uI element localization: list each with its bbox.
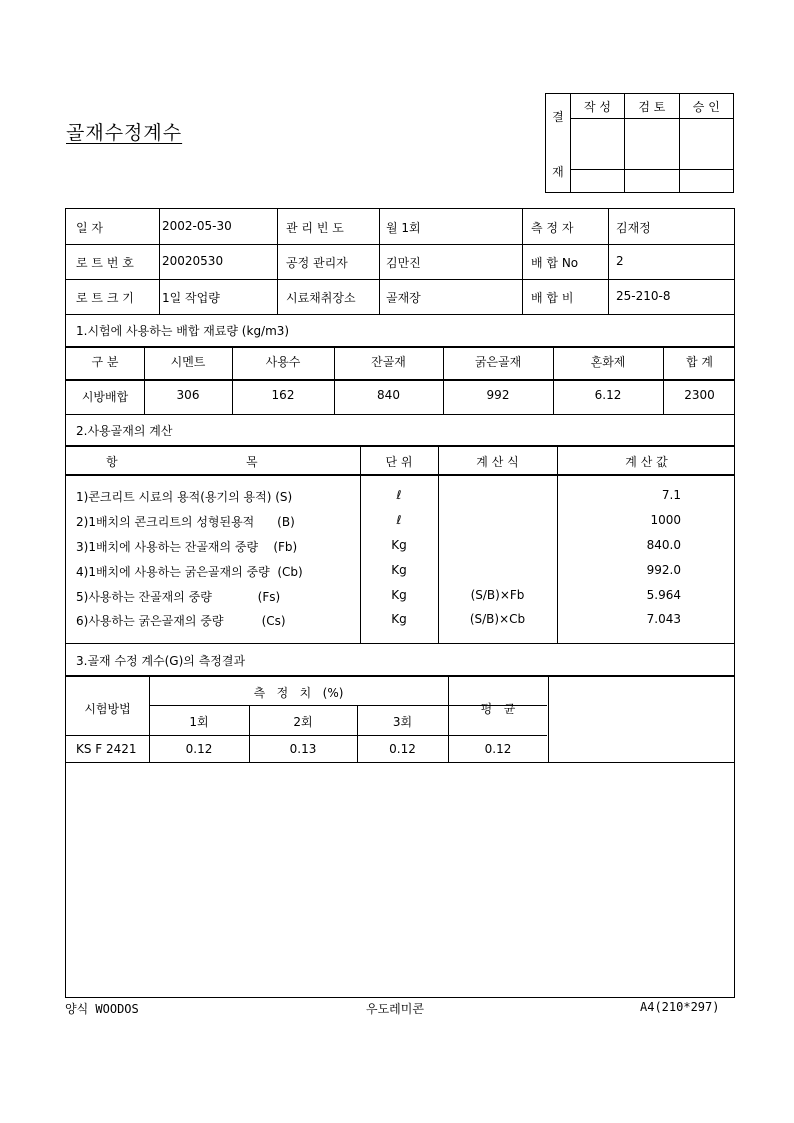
s1-header-0: 구 분 (91, 355, 119, 369)
s1-coarse-agg: 992 (486, 388, 510, 402)
approval-col-author: 작 성 (570, 94, 624, 119)
s2-row-item: 5)사용하는 잔골재의 중량 (Fs) (76, 590, 281, 604)
s2-row-item: 3)1배치에 사용하는 잔골재의 중량 (Fb) (76, 540, 298, 554)
lotsize-label: 로 트 크 기 (76, 291, 134, 305)
s3-average: 0.12 (484, 742, 512, 756)
s1-header-3: 잔골재 (371, 355, 406, 369)
s3-trial-2: 2회 (293, 715, 313, 729)
approval-sign-approve (679, 119, 733, 170)
s2-row-value: 7.043 (646, 612, 681, 626)
s3-method-label: 시험방법 (84, 702, 131, 716)
approval-sign-author (570, 119, 624, 170)
s2-row-value: 992.0 (646, 563, 681, 577)
s3-trial-1: 1회 (189, 715, 209, 729)
lotsize-value: 1일 작업량 (162, 291, 220, 305)
ratio-value: 25-210-8 (616, 289, 671, 303)
section1-title: 1.시험에 사용하는 배합 재료량 (kg/m3) (76, 324, 290, 338)
main-form (65, 208, 735, 998)
s2-row-unit: Kg (391, 563, 407, 577)
approval-side (546, 94, 571, 193)
approval-box (545, 93, 734, 193)
s2-row-unit: ℓ (396, 488, 402, 502)
approval-sign-review (625, 119, 679, 170)
s2-row-value: 840.0 (646, 538, 681, 552)
s2-row-unit: ℓ (396, 513, 402, 527)
s2-header-item1: 항 (106, 455, 118, 469)
s1-header-1: 시멘트 (170, 355, 206, 369)
footer-right: A4(210*297) (640, 1000, 720, 1014)
s2-header-unit: 단 위 (385, 455, 413, 469)
s2-row-value: 5.964 (646, 588, 681, 602)
s2-row-item: 4)1배치에 사용하는 굵은골재의 중량 (Cb) (76, 565, 303, 579)
lot-value: 20020530 (162, 254, 224, 268)
s1-total: 2300 (684, 388, 715, 402)
s3-value-2: 0.13 (289, 742, 317, 756)
s1-water: 162 (271, 388, 295, 402)
s1-header-2: 사용수 (265, 355, 301, 369)
lot-label: 로 트 번 호 (76, 256, 134, 270)
freq-label: 관 리 빈 도 (286, 221, 344, 235)
mix-no-value: 2 (616, 254, 624, 268)
s1-header-6: 합 계 (686, 355, 713, 369)
s2-row-formula: (S/B)×Cb (469, 612, 526, 626)
date-label: 일 자 (76, 221, 103, 235)
s1-row-label: 시방배합 (81, 390, 129, 404)
date-value: 2002-05-30 (162, 219, 232, 233)
s2-header-item2: 목 (246, 455, 258, 469)
s2-row-value: 7.1 (661, 488, 681, 502)
freq-value: 월 1회 (386, 221, 421, 235)
s2-row-item: 6)사용하는 굵은골재의 중량 (Cs) (76, 614, 286, 628)
s2-row-unit: Kg (391, 538, 407, 552)
approval-date-author (570, 169, 624, 192)
section2-title: 2.사용골재의 계산 (76, 424, 173, 438)
s2-row-value: 1000 (650, 513, 681, 527)
s3-avg-label: 평 균 (480, 702, 516, 716)
s2-header-formula: 계 산 식 (476, 455, 519, 469)
approval-date-review (625, 169, 679, 192)
footer-center: 우도레미콘 (366, 1002, 424, 1016)
measurer-label: 측 정 자 (531, 221, 574, 235)
section3-title: 3.골재 수정 계수(G)의 측정결과 (76, 654, 246, 668)
s2-row-unit: Kg (391, 612, 407, 626)
place-value: 골재장 (386, 291, 421, 305)
s2-row-item: 2)1배치의 콘크리트의 성형된용적 (B) (76, 515, 295, 529)
ratio-label: 배 합 비 (531, 291, 574, 305)
approval-col-review: 검 토 (625, 94, 679, 119)
measurer-value: 김재정 (616, 221, 651, 235)
document-title: 골재수정계수 (66, 122, 183, 144)
approval-side-bottom: 재 (552, 165, 564, 179)
s3-value-3: 0.12 (389, 742, 416, 756)
s1-cement: 306 (176, 388, 200, 402)
s1-admixture: 6.12 (594, 388, 622, 402)
s2-row-unit: Kg (391, 588, 407, 602)
manager-label: 공정 관리자 (286, 256, 348, 270)
approval-col-approve: 승 인 (679, 94, 733, 119)
mix-no-label: 배 합 No (531, 256, 579, 270)
s2-header-value: 계 산 값 (625, 455, 668, 469)
approval-date-approve (679, 169, 733, 192)
footer-left: 양식 WOODOS (65, 1002, 139, 1016)
s3-method-value: KS F 2421 (76, 742, 137, 756)
manager-value: 김만진 (386, 256, 421, 270)
s1-header-4: 굵은골재 (474, 355, 522, 369)
s2-row-item: 1)콘크리트 시료의 용적(용기의 용적) (S) (76, 490, 293, 504)
s3-trial-3: 3회 (392, 715, 413, 729)
s1-fine-agg: 840 (377, 388, 400, 402)
s1-header-5: 혼화제 (590, 355, 626, 369)
s3-measure-label: 측 정 치 (%) (253, 686, 344, 700)
s3-value-1: 0.12 (185, 742, 213, 756)
s2-row-formula: (S/B)×Fb (470, 588, 525, 602)
place-label: 시료채취장소 (286, 291, 356, 305)
approval-side-top: 결 (552, 110, 564, 124)
